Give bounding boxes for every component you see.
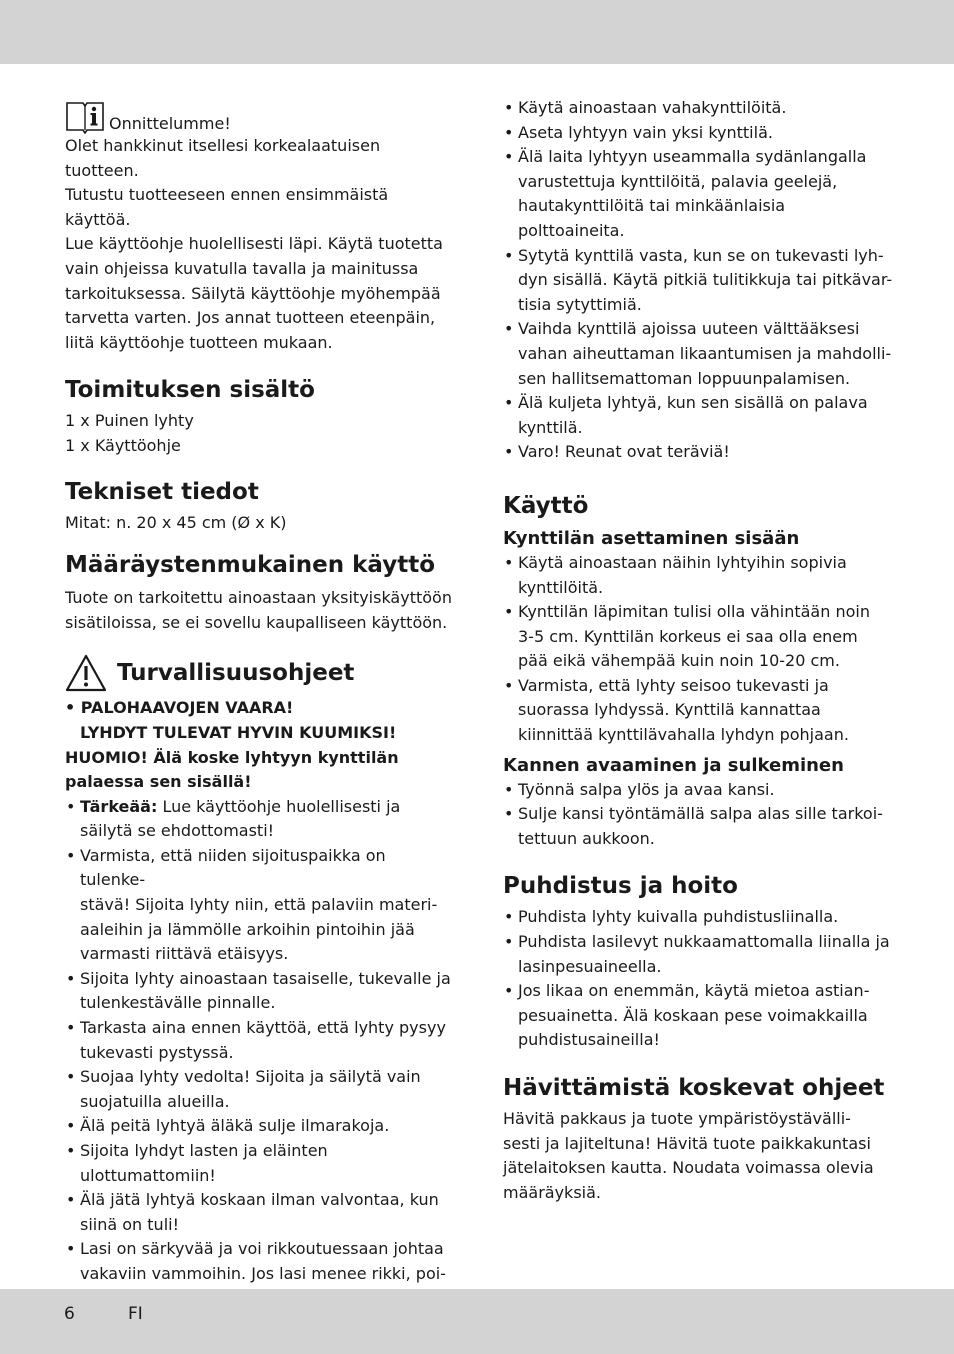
list-item: • Älä kuljeta lyhtyä, kun sen sisällä on palava kynttilä. (503, 391, 893, 440)
usage-title: Käyttö (503, 492, 589, 519)
safety-title: Turvallisuusohjeet (117, 660, 355, 687)
list-item: • Aseta lyhtyyn vain yksi kynttilä. (503, 121, 893, 146)
page-number: 6 (64, 1304, 75, 1324)
list-item: • Sulje kansi työntämällä salpa alas sille tarkoi- tettuun aukkoon. (503, 802, 893, 851)
safety-list-continued (503, 96, 893, 465)
list-item: • Jos likaa on enemmän, käytä mietoa astian- pesuainetta. Älä koskaan pese voimakkailla puhdistusaineilla! (503, 979, 893, 1053)
language-code: FI (128, 1304, 143, 1324)
list-item: • Kynttilän läpimitan tulisi olla vähintään noin 3-5 cm. Kynttilän korkeus ei saa olla enem pää eikä vähempää kuin noin 10-20 cm. (503, 600, 893, 674)
list-item: • Käytä ainoastaan näihin lyhtyihin sopivia kynttilöitä. (503, 551, 893, 600)
list-item: • Älä laita lyhtyyn useammalla sydänlangalla varustettuja kynttilöitä, palavia geelejä, hautakynttilöitä tai minkäänlaisia polttoaineita. (503, 145, 893, 243)
safety-heading-row (65, 653, 455, 693)
list-item: • Sijoita lyhdyt lasten ja eläinten ulottumattomiin! (65, 1139, 455, 1188)
header-bar (0, 0, 954, 64)
tech-text: Mitat: n. 20 x 45 cm (Ø x K) (65, 512, 287, 532)
tech-title: Tekniset tiedot (65, 478, 259, 505)
list-item: • Puhdista lyhty kuivalla puhdistusliinalla. (503, 905, 893, 930)
list-item: • Tarkasta aina ennen käyttöä, että lyhty pysyy tukevasti pystyssä. (65, 1016, 455, 1065)
right-column (503, 96, 893, 1205)
footer-bar (0, 1289, 954, 1354)
list-item (65, 795, 455, 844)
lid-list (503, 778, 893, 852)
important-text: Lue käyttöohje huolellisesti ja säilytä se ehdottomasti! (80, 796, 401, 841)
list-item: • Älä jätä lyhtyä koskaan ilman valvontaa, kun siinä on tuli! (65, 1188, 455, 1237)
list-item: • Lasi on särkyvää ja voi rikkoutuessaan johtaa vakaviin vammoihin. Jos lasi menee rikki, poi- (65, 1237, 455, 1311)
intro-text: Olet hankkinut itsellesi korkealaatuisen tuotteen. Tutustu tuotteeseen ennen ensimmäistä käyttöä. Lue käyttöohje huolellisesti läpi. Käytä tuotetta vain ohjeissa kuvatulla tavalla ja mainitussa tarkoituksessa. Säilytä käyttöohje myöhempää tarvetta varten. Jos annat tuotteen eteenpäin, liitä käyttöohje tuotteen mukaan. (65, 136, 443, 352)
danger-line: • PALOHAAVOJEN VAARA! (65, 698, 294, 718)
list-item: • Varmista, että lyhty seisoo tukevasti ja suorassa lyhdyssä. Kynttilä kannattaa kiinnittää kynttilävahalla lyhdyn pohjaan. (503, 674, 893, 748)
intended-use-title: Määräystenmukainen käyttö (65, 552, 436, 579)
safety-list (65, 795, 455, 1311)
list-item: • Käytä ainoastaan vahakynttilöitä. (503, 96, 893, 121)
list-item: • Sytytä kynttilä vasta, kun se on tukevasti lyh- dyn sisällä. Käytä pitkiä tulitikkuja tai pitkävar- tisia sytyttimiä. (503, 244, 893, 318)
list-item: • Älä peitä lyhtyä äläkä sulje ilmarakoja. (65, 1114, 455, 1139)
cleaning-list (503, 905, 893, 1053)
disposal-title: Hävittämistä koskevat ohjeet (503, 1075, 885, 1101)
list-item: • Vaihda kynttilä ajoissa uuteen välttääksesi vahan aiheuttaman likaantumisen ja mahdolli- sen hallitsemattoman loppuunpalamisen. (503, 317, 893, 391)
intro-heading: Onnittelumme! (109, 114, 231, 133)
info-book-icon (65, 100, 105, 134)
danger-line: HUOMIO! Älä koske lyhtyyn kynttilän palaessa sen sisällä! (65, 747, 399, 792)
delivery-item: 1 x Puinen lyhty (65, 411, 194, 431)
danger-block (65, 696, 455, 794)
list-item: • Suojaa lyhty vedolta! Sijoita ja säilytä vain suojatuilla alueilla. (65, 1065, 455, 1114)
list-item: • Sijoita lyhty ainoastaan tasaiselle, tukevalle ja tulenkestävälle pinnalle. (65, 967, 455, 1016)
candle-list (503, 551, 893, 748)
list-item: • Työnnä salpa ylös ja avaa kansi. (503, 778, 893, 803)
left-column (65, 96, 455, 1311)
intended-use-text: Tuote on tarkoitettu ainoastaan yksityiskäyttöön sisätiloissa, se ei sovellu kaupalliseen käyttöön. (65, 588, 452, 632)
cleaning-title: Puhdistus ja hoito (503, 873, 738, 900)
warning-triangle-icon (65, 654, 107, 692)
intro-heading-row (65, 96, 455, 134)
candle-subtitle: Kynttilän asettaminen sisään (503, 527, 800, 549)
lid-subtitle: Kannen avaaminen ja sulkeminen (503, 754, 844, 776)
list-item: • Varmista, että niiden sijoituspaikka on tulenke- stävä! Sijoita lyhty niin, että palaviin materi- aaleihin ja lämmölle arkoihin pintoihin jää varmasti riittävä etäisyys. (65, 844, 455, 967)
disposal-text: Hävitä pakkaus ja tuote ympäristöystävälli- sesti ja lajiteltuna! Hävitä tuote paikkakuntasi jätelaitoksen kautta. Noudata voimassa olevia määräyksiä. (503, 1109, 874, 1202)
delivery-title: Toimituksen sisältö (65, 377, 315, 404)
danger-line: LYHDYT TULEVAT HYVIN KUUMIKSI! (80, 722, 397, 742)
list-item: • Puhdista lasilevyt nukkaamattomalla liinalla ja lasinpesuaineella. (503, 930, 893, 979)
important-label: Tärkeää: (80, 796, 158, 816)
list-item: • Varo! Reunat ovat teräviä! (503, 440, 893, 465)
delivery-list (65, 409, 455, 458)
delivery-item: 1 x Käyttöohje (65, 435, 181, 455)
